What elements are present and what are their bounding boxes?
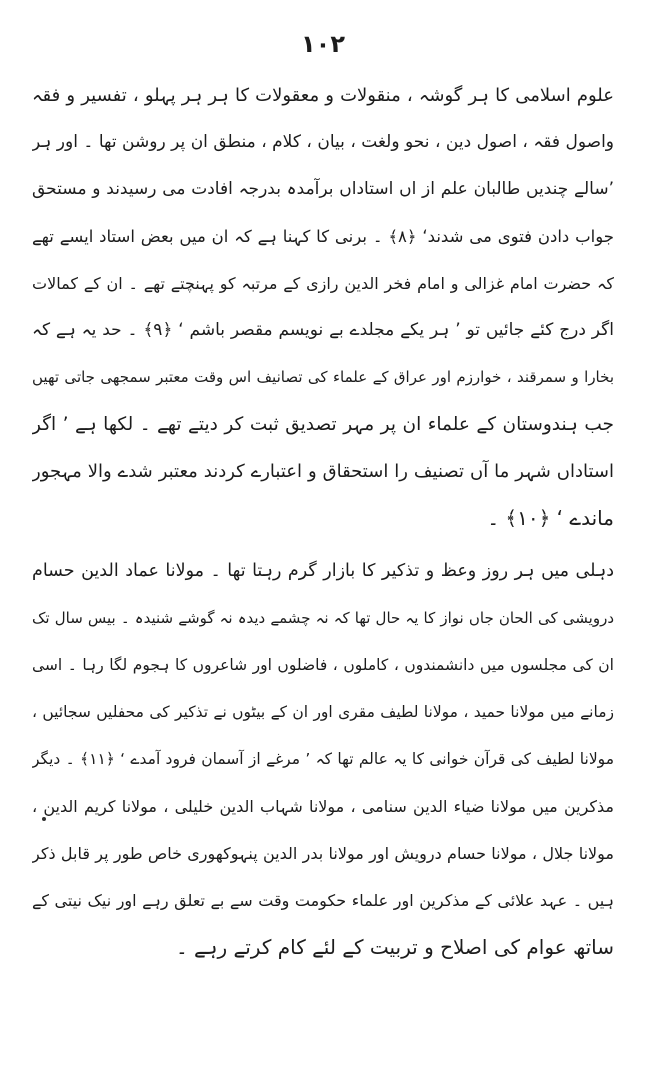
- text-line: درویشی کی الحان جاں نواز کا یہ حال تھا کہ نہ چشمے دیدہ نہ گوشے شنیدہ ۔ بیس سال تک: [32, 609, 614, 627]
- page-number: ۱۰۲: [301, 30, 345, 58]
- text-line: ’سالے چندیں طالبان علم از اں استاداں برآمدہ بدرجہ افادت می رسیدند و مستحق: [32, 179, 614, 199]
- paragraph: [32, 72, 614, 542]
- text-line: مولانا جلال ، مولانا حسام درویش اور مولانا بدر الدین پنہوکھوری خاص طور پر قابل ذکر: [32, 844, 614, 863]
- text-line: اگر درج کئے جائیں تو ’ ہر یکے مجلدے بے نویسم مقصر باشم ‘ ﴿۹﴾ ۔ حد یہ ہے کہ: [32, 320, 614, 340]
- text-line: ان کی مجلسوں میں دانشمندوں ، کاملوں ، فاضلوں اور شاعروں کا ہجوم لگا رہا ۔ اسی: [32, 656, 614, 674]
- paragraph: [32, 548, 614, 971]
- text-line: ساتھ عوام کی اصلاح و تربیت کے لئے کام کرتے رہے ۔: [175, 935, 614, 959]
- text-line: ماندے ‘ ﴿۱۰﴾ ۔: [487, 506, 614, 530]
- text-line: کہ حضرت امام غزالی و امام فخر الدین رازی کے مرتبہ کو پہنچتے تھے ۔ ان کے کمالات: [32, 274, 614, 293]
- text-line: مذکرین میں مولانا ضیاء الدین سنامی ، مولانا شہاب الدین خلیلی ، مولانا کریم الدین ،: [32, 797, 614, 816]
- text-line: استاداں شہر ما آں تصنیف را استحقاق و اعتبارے کردند معتبر شدے والا مہجور: [32, 461, 614, 482]
- stray-ink-dot: [42, 817, 46, 821]
- text-line: جب ہندوستان کے علماء ان پر مہر تصدیق ثبت کر دیتے تھے ۔ لکھا ہے ’ اگر: [32, 414, 614, 435]
- text-line: علوم اسلامی کا ہر گوشہ ، منقولات و معقولات کا ہر ہر پہلو ، تفسیر و فقہ: [32, 85, 614, 106]
- text-line: دہلی میں ہر روز وعظ و تذکیر کا بازار گرم رہتا تھا ۔ مولانا عماد الدین حسام: [32, 561, 614, 581]
- text-line: بخارا و سمرقند ، خوارزم اور عراق کے علماء کی تصانیف اس وقت معتبر سمجھی جاتی تھیں: [32, 368, 614, 386]
- body-text: [32, 72, 614, 971]
- text-line: مولانا لطیف کی قرآن خوانی کا یہ عالم تھا کہ ’ مرغے از آسمان فرود آمدے ‘ ﴿۱۱﴾ ۔ دیگر: [32, 750, 614, 768]
- text-line: ہیں ۔ عہد علائی کے مذکرین اور علماء حکومت وقت سے بے تعلق رہے اور نیک نیتی کے: [32, 891, 614, 910]
- text-line: زمانے میں مولانا حمید ، مولانا لطیف مقری اور ان کے بیٹوں نے تذکیر کی محفلیں سجائیں ،: [32, 703, 614, 721]
- text-line: واصول فقہ ، اصول دین ، نحو ولغت ، بیان ، کلام ، منطق ان پر روشن تھا ۔ اور ہر: [32, 132, 614, 152]
- text-line: جواب دادن فتوی می شدند‘ ﴿۸﴾ ۔ برنی کا کہنا ہے کہ ان میں بعض استاد ایسے تھے: [32, 227, 614, 246]
